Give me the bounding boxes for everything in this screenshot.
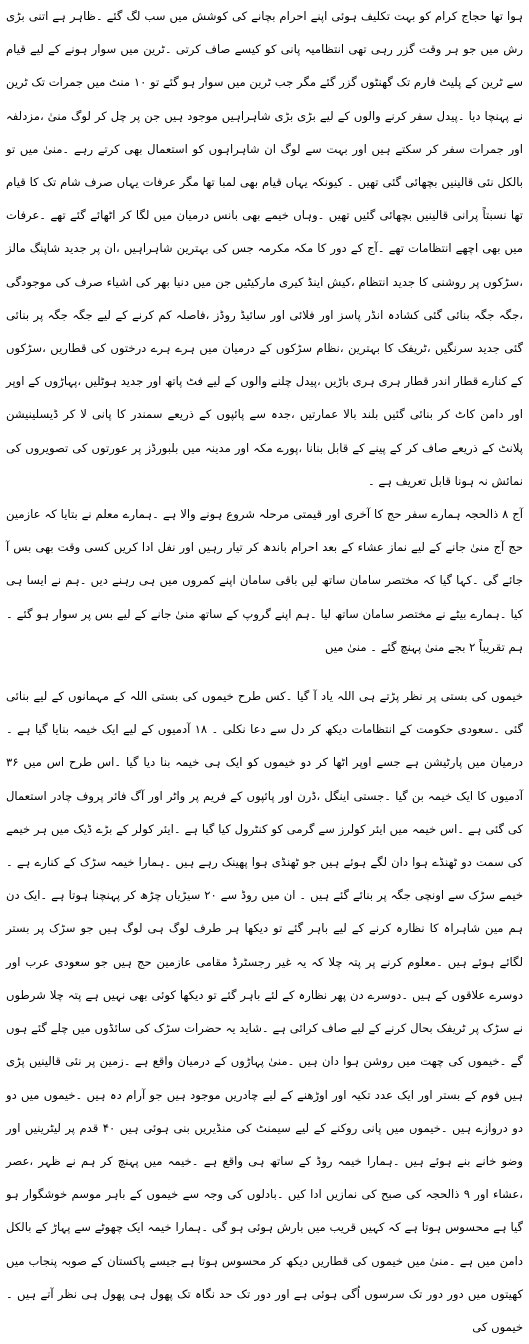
paragraph-mina-tents: خیموں کی بستی پر نظر پڑتے ہی اللہ یاد آ گیا ۔کس طرح خیموں کی بستی اللہ کے مہمانوں کے لیے بنائی گئی ۔سعودی حکومت کے انتظامات دیکھ کر دل سے دعا نکلی ۔ ۱۸ آدمیوں کے لیے ایک خیمہ بنایا گیا ہے ۔درمیان میں پارٹیشن ہے جسے اوپر اٹھا کر دو خیموں کو ایک ہی خیمہ بنا دیا گیا ۔اس طرح اس میں ۳۶ آدمیوں کا ایک خیمہ بن گیا ۔جستی اینگل ،ڈرن اور پائپوں کے فریم پر واٹر اور آگ فائر پروف چادر استعمال کی گئی ہے ۔اس خیمہ میں ایئر کولرز سے گرمی کو کنٹرول کیا گیا ہے ۔ایئر کولر کے بڑے ڈیک میں ہر خیمے کی سمت دو ٹھنڈے ہوا دان لگے ہوئے ہیں جو ٹھنڈی ہوا پھینک رہے ہیں ۔ہمارا خیمہ سڑک کے کنارے ہے ۔خیمے سڑک سے اونچی جگہ پر بنائے گئے ہیں ۔ ان میں روڈ سے ۲۰ سیڑیاں چڑھ کر پہنچنا ہوتا ہے ۔ایک دن ہم مین شاہراہ کا نظارہ کرنے کے لیے باہر گئے تو دیکھا ہر طرف لوگ ہی لوگ ہیں جو سڑک پر بستر لگائے ہوئے ہیں ۔معلوم کرنے پر پتہ چلا کہ یہ غیر رجسٹرڈ مقامی عازمین حج ہیں جو سعودی عرب اور دوسرے علاقوں کے ہیں ۔دوسرے دن پھر نظارہ کے لئے باہر گئے تو دیکھا کوئی بھی نہیں ہے پتہ چلا شرطوں نے سڑک پر ٹریفک بحال کرنے کے لیے صاف کرائی ہے ۔شاید یہ حضرات سڑک کی سائڈوں میں چلے گئے ہوں گے ۔خیموں کی چھت میں روشن ہوا دان ہیں ۔منیٰ پہاڑوں کے درمیان واقع ہے ۔زمین پر نئی قالینیں پڑی ہیں فوم کے بستر اور ایک عدد تکیہ اور اوڑھنے کے لیے چادریں موجود ہیں جو آرام دہ ہیں ۔خیموں میں دو دو دروازے ہیں ۔خیموں میں پانی روکنے کے لیے سیمنٹ کی منڈیریں بنی ہوئی ہیں ۴۰ قدم پر لیٹرینیں اور وضو خانے بنے ہوئے ہیں ۔ہمارا خیمہ روڈ کے ساتھ ہی واقع ہے ۔خیمہ میں پہنچ کر ہم نے ظہر ،عصر ،عشاء اور ۹ ذالحجہ کی صبح کی نمازیں ادا کیں ۔بادلوں کی وجہ سے خیموں کے باہر موسم خوشگوار ہو گیا ہے محسوس ہوتا ہے کہ کہیں قریب میں بارش ہوئی ہو گی ۔ہمارا خیمہ ایک چھوٹے سے پہاڑ کے بالکل دامن میں ہے ۔منیٰ میں خیموں کی قطاریں دیکھ کر محسوس ہوتا ہے جیسے پاکستان کے صوبہ پنجاب میں کھیتوں میں دور دور تک سرسوں اُگی ہوئی ہے اور دور تک حد نگاہ تک پھول ہی پھول ہی نظر آتے ہیں ۔خیموں کی <box>6 689 523 1334</box>
paragraph-makkah-arrangements: ہوا تھا حجاج کرام کو بہت تکلیف ہوئی اپنے احرام بچانے کی کوشش میں سب لگ گئے ۔ظاہر ہے اتنی بڑی رش میں جو ہر وقت گزر رہی تھی انتظامیہ پانی کو کیسے صاف کرتی ۔ٹرین میں سوار ہونے کے لیے قیام سے ٹرین کے پلیٹ فارم تک گھنٹوں گزر گئے مگر جب ٹرین میں سوار ہو گئے تو ۱۰ منٹ میں جمرات تک ٹرین نے پہنچا دیا ۔پیدل سفر کرنے والوں کے لیے بڑی بڑی شاہراہیں موجود ہیں جن پر چل کر لوگ منیٰ ،مزدلفہ اور جمرات سفر کر سکتے ہیں اور بہت سے لوگ ان شاہراہوں کو استعمال بھی کرتے رہے ۔منیٰ میں تو بالکل نئی قالینیں بچھائی گئی تھیں ۔ کیونکہ یہاں قیام بھی لمبا تھا مگر عرفات یہاں صرف شام تک کا قیام تھا نسبتاً پرانی قالینیں بچھائی گئیں تھیں ۔وہاں خیمے بھی بانس درمیان میں لگا کر اٹھائے گئے تھے ۔عرفات میں بھی اچھے انتظامات تھے ۔آج کے دور کا مکہ مکرمہ جس کی بہترین شاہراہیں ،ان پر جدید شاپنگ مالز ،سڑکوں پر روشنی کا جدید انتظام ،کیش اینڈ کیری مارکیٹیں جن میں دنیا بھر کی اشیاء صرف کی موجودگی ،جگہ جگہ بنائی گئی کشادہ انڈر پاسز اور فلائی اور سائیڈ روڈز ،فاصلہ کم کرنے کے لیے جگہ جگہ پر بنائی گئی جدید سرنگیں ،ٹریفک کا بہترین ،نظام سڑکوں کے درمیان میں ہرے ہرے درختوں کی قطاریں ،سڑکوں کے کنارے قطار اندر قطار ہری ہری باڑیں ،پیدل چلنے والوں کے لیے فٹ پاتھ اور جدید ہوٹلیں ،پہاڑوں کے اوپر اور دامن کاٹ کر بنائی گئیں بلند بالا عمارتیں ،جدہ سے پائپوں کے ذریعے سمندر کا پانی لا کر ڈیسلینیشن پلانٹ کے ذریعے صاف کر کے پینے کے قابل بنانا ،پورے مکہ اور مدینہ میں بلبورڈز پر عورتوں کی تصویروں کی نمائش نہ ہونا قابل تعریف ہے ۔ <box>6 9 523 488</box>
paragraph-eighth-zilhajj: آج ۸ ذالحجہ ہمارے سفر حج کا آخری اور قیمتی مرحلہ شروع ہونے والا ہے ۔ہمارے معلم نے بتایا کہ عازمین حج آج منیٰ جانے کے لیے نماز عشاء کے بعد احرام باندھ کر تیار رہیں اور نفل ادا کریں کسی وقت بھی بس آ جائے گی ۔کہا گیا کہ مختصر سامان ساتھ لیں باقی سامان اپنے کمروں میں ہی رہنے دیں ۔ہم نے ایسا ہی کیا ۔ہمارے بیٹے نے مختصر سامان ساتھ لیا ۔ہم اپنے گروپ کے ساتھ منیٰ جانے کے لیے بس پر سوار ہو گئے ۔ہم تقریباً ۲ بجے منیٰ پہنچ گئے ۔ منیٰ میں <box>6 507 523 654</box>
paragraph-gap <box>6 664 523 680</box>
